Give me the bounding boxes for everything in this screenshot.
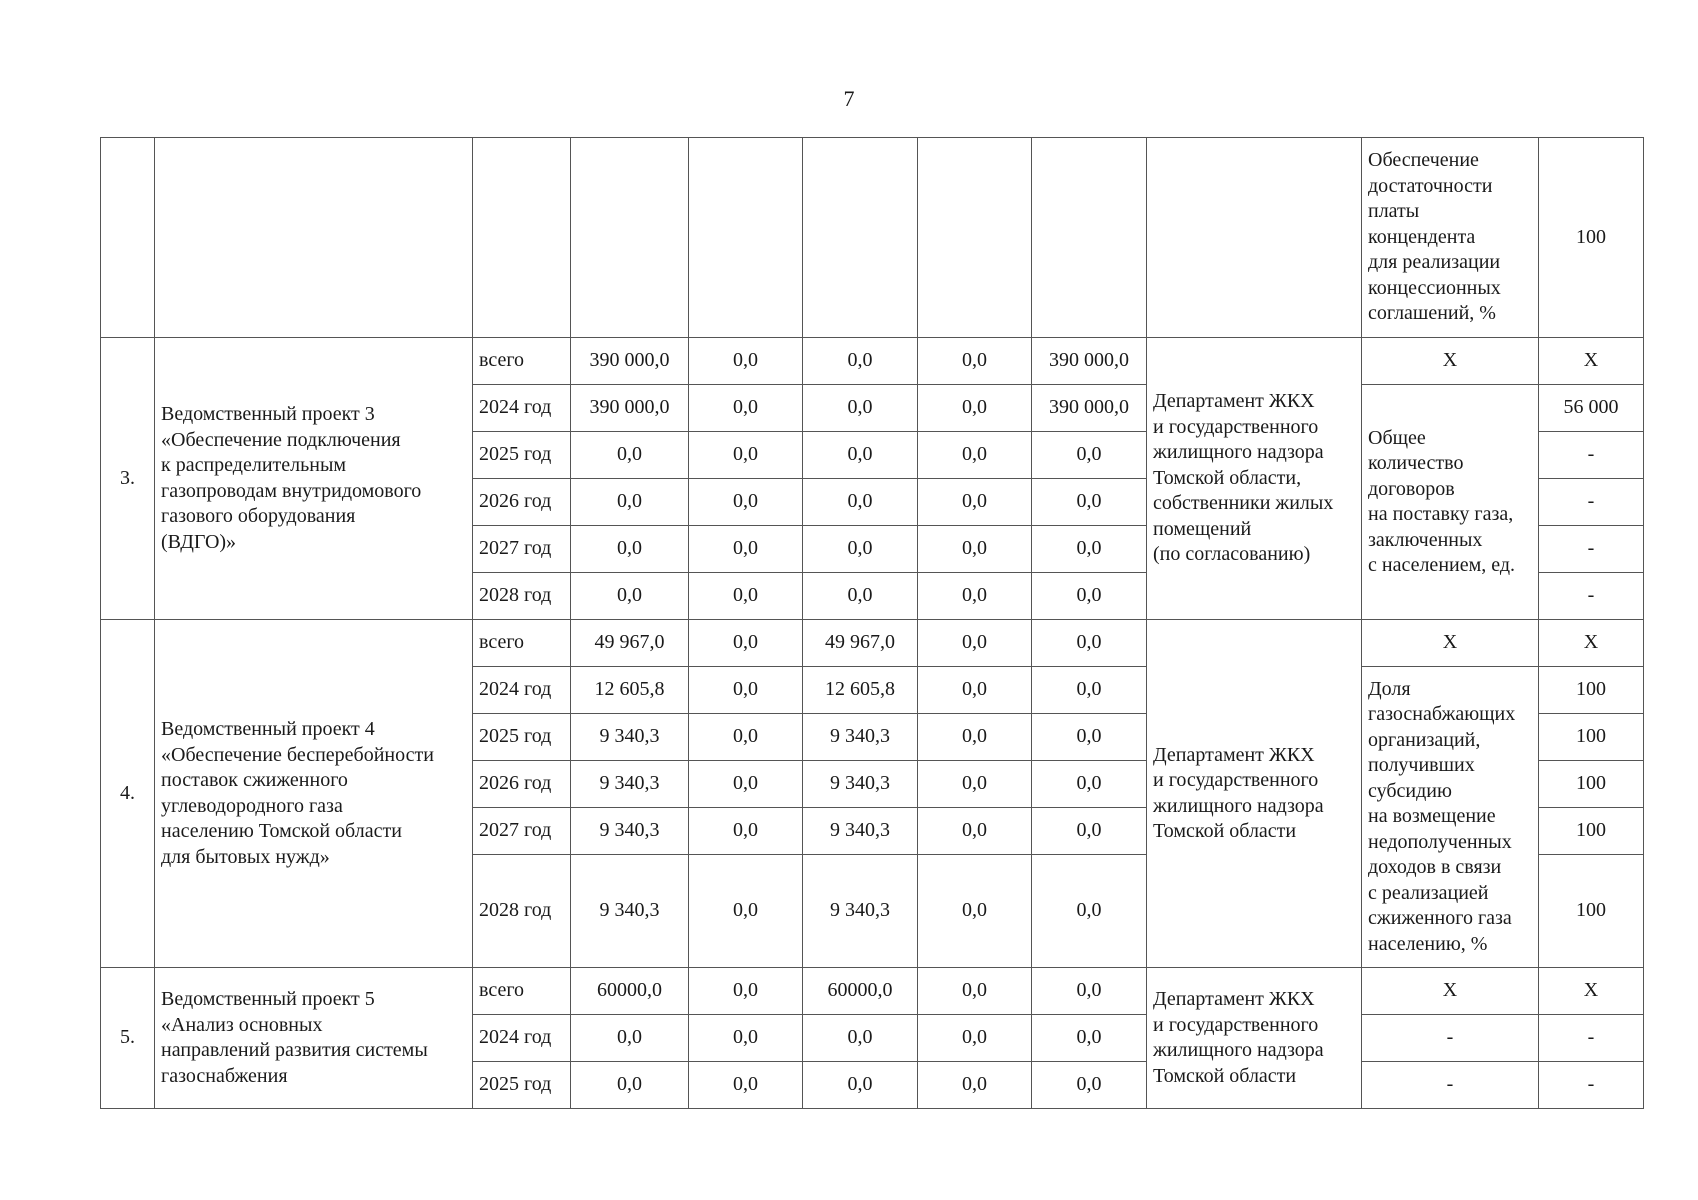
amount-cell: 9 340,3 [571, 714, 689, 761]
indicator-header: X [1362, 620, 1539, 667]
amount-cell: 0,0 [918, 808, 1032, 855]
amount-cell: 390 000,0 [571, 385, 689, 432]
year-label: всего [473, 620, 571, 667]
amount-cell: 0,0 [1032, 855, 1147, 968]
indicator-value: - [1539, 1015, 1644, 1062]
amount-cell: 9 340,3 [571, 761, 689, 808]
indicator-header-value: X [1539, 620, 1644, 667]
amount-cell: 0,0 [803, 573, 918, 620]
indicator-value: 100 [1539, 855, 1644, 968]
amount-cell: 0,0 [918, 338, 1032, 385]
amount-cell: 0,0 [1032, 479, 1147, 526]
project-name: Ведомственный проект 4 «Обеспечение бесперебойности поставок сжиженного углеводородного газа населению Томской области для бытовых нужд» [155, 620, 473, 968]
table-row [101, 968, 1644, 1015]
amount-cell: 9 340,3 [803, 761, 918, 808]
year-label: 2028 год [473, 573, 571, 620]
amount-cell: 12 605,8 [803, 667, 918, 714]
year-label: 2024 год [473, 1015, 571, 1062]
amount-cell: 0,0 [571, 526, 689, 573]
project-name: Ведомственный проект 3 «Обеспечение подключения к распределительным газопроводам внутридомового газового оборудования (ВДГО)» [155, 338, 473, 620]
amount-cell: 9 340,3 [803, 808, 918, 855]
table-row [101, 620, 1644, 667]
amount-cell: 0,0 [918, 526, 1032, 573]
page-number: 7 [843, 86, 855, 111]
cell-empty [689, 138, 803, 338]
amount-cell: 0,0 [571, 432, 689, 479]
amount-cell: 0,0 [689, 385, 803, 432]
cell-empty [101, 138, 155, 338]
amount-cell: 0,0 [803, 432, 918, 479]
cell-empty [473, 138, 571, 338]
amount-cell: 49 967,0 [803, 620, 918, 667]
amount-cell: 0,0 [689, 1015, 803, 1062]
indicator-name: Общее количество договоров на поставку газа, заключенных с населением, ед. [1362, 385, 1539, 620]
amount-cell: 0,0 [689, 432, 803, 479]
amount-cell: 0,0 [918, 1062, 1032, 1109]
amount-cell: 0,0 [918, 855, 1032, 968]
year-label: всего [473, 338, 571, 385]
amount-cell: 0,0 [1032, 714, 1147, 761]
cell-empty [918, 138, 1032, 338]
indicator-name: Доля газоснабжающих организаций, получивших субсидию на возмещение недополученных доходов в связи с реализацией сжиженного газа населению, % [1362, 667, 1539, 968]
amount-cell: 0,0 [918, 385, 1032, 432]
row-number: 3. [101, 338, 155, 620]
amount-cell: 0,0 [803, 338, 918, 385]
amount-cell: 0,0 [689, 479, 803, 526]
indicator-name: - [1362, 1062, 1539, 1109]
executor: Департамент ЖКХ и государственного жилищного надзора Томской области [1147, 968, 1362, 1109]
amount-cell: 9 340,3 [803, 714, 918, 761]
amount-cell: 0,0 [803, 1015, 918, 1062]
year-label: 2025 год [473, 1062, 571, 1109]
row-number: 4. [101, 620, 155, 968]
indicator-value: - [1539, 479, 1644, 526]
indicator-value: 100 [1539, 138, 1644, 338]
amount-cell: 0,0 [803, 526, 918, 573]
amount-cell: 0,0 [803, 479, 918, 526]
amount-cell: 0,0 [918, 432, 1032, 479]
amount-cell: 0,0 [571, 573, 689, 620]
amount-cell: 0,0 [689, 667, 803, 714]
amount-cell: 0,0 [1032, 808, 1147, 855]
cell-empty [1147, 138, 1362, 338]
table-row [101, 338, 1644, 385]
amount-cell: 0,0 [1032, 432, 1147, 479]
amount-cell: 0,0 [803, 385, 918, 432]
table-body [101, 138, 1644, 1109]
year-label: 2025 год [473, 714, 571, 761]
indicator-value: - [1539, 526, 1644, 573]
indicator-value: 100 [1539, 667, 1644, 714]
indicator-header-value: X [1539, 968, 1644, 1015]
amount-cell: 9 340,3 [571, 808, 689, 855]
indicator-value: - [1539, 1062, 1644, 1109]
amount-cell: 390 000,0 [1032, 385, 1147, 432]
amount-cell: 0,0 [918, 761, 1032, 808]
indicator-value: 100 [1539, 808, 1644, 855]
year-label: 2026 год [473, 479, 571, 526]
amount-cell: 0,0 [571, 479, 689, 526]
amount-cell: 0,0 [918, 479, 1032, 526]
year-label: всего [473, 968, 571, 1015]
cell-empty [571, 138, 689, 338]
indicator-value: 56 000 [1539, 385, 1644, 432]
indicator-value: - [1539, 432, 1644, 479]
amount-cell: 0,0 [689, 338, 803, 385]
year-label: 2024 год [473, 385, 571, 432]
amount-cell: 0,0 [689, 855, 803, 968]
amount-cell: 390 000,0 [1032, 338, 1147, 385]
year-label: 2024 год [473, 667, 571, 714]
project-name: Ведомственный проект 5 «Анализ основных направлений развития системы газоснабжения [155, 968, 473, 1109]
year-label: 2026 год [473, 761, 571, 808]
amount-cell: 0,0 [1032, 1062, 1147, 1109]
amount-cell: 0,0 [689, 714, 803, 761]
cell-empty [803, 138, 918, 338]
amount-cell: 0,0 [689, 968, 803, 1015]
amount-cell: 60000,0 [571, 968, 689, 1015]
indicator-value: 100 [1539, 714, 1644, 761]
indicator-header: X [1362, 338, 1539, 385]
year-label: 2025 год [473, 432, 571, 479]
year-label: 2028 год [473, 855, 571, 968]
amount-cell: 0,0 [1032, 526, 1147, 573]
indicator-name: - [1362, 1015, 1539, 1062]
amount-cell: 0,0 [1032, 573, 1147, 620]
indicator-name: Обеспечение достаточности платы концендента для реализации концессионных соглашений, % [1362, 138, 1539, 338]
amount-cell: 0,0 [1032, 761, 1147, 808]
executor: Департамент ЖКХ и государственного жилищного надзора Томской области [1147, 620, 1362, 968]
indicator-header-value: X [1539, 338, 1644, 385]
year-label: 2027 год [473, 808, 571, 855]
amount-cell: 0,0 [1032, 620, 1147, 667]
amount-cell: 0,0 [1032, 667, 1147, 714]
indicator-value: - [1539, 573, 1644, 620]
row-number: 5. [101, 968, 155, 1109]
amount-cell: 0,0 [689, 808, 803, 855]
amount-cell: 0,0 [918, 573, 1032, 620]
amount-cell: 0,0 [689, 1062, 803, 1109]
amount-cell: 390 000,0 [571, 338, 689, 385]
cell-empty [155, 138, 473, 338]
amount-cell: 9 340,3 [803, 855, 918, 968]
amount-cell: 0,0 [571, 1015, 689, 1062]
amount-cell: 0,0 [689, 761, 803, 808]
amount-cell: 0,0 [803, 1062, 918, 1109]
cell-empty [1032, 138, 1147, 338]
amount-cell: 0,0 [1032, 1015, 1147, 1062]
amount-cell: 0,0 [689, 620, 803, 667]
amount-cell: 0,0 [918, 1015, 1032, 1062]
amount-cell: 0,0 [918, 620, 1032, 667]
amount-cell: 0,0 [918, 968, 1032, 1015]
amount-cell: 9 340,3 [571, 855, 689, 968]
table-row-continuation [101, 138, 1644, 338]
amount-cell: 0,0 [918, 667, 1032, 714]
indicator-header: X [1362, 968, 1539, 1015]
amount-cell: 49 967,0 [571, 620, 689, 667]
amount-cell: 60000,0 [803, 968, 918, 1015]
amount-cell: 0,0 [1032, 968, 1147, 1015]
executor: Департамент ЖКХ и государственного жилищного надзора Томской области, собственники жилых помещений (по согласованию) [1147, 338, 1362, 620]
amount-cell: 0,0 [689, 573, 803, 620]
indicator-value: 100 [1539, 761, 1644, 808]
amount-cell: 12 605,8 [571, 667, 689, 714]
budget-table [100, 137, 1644, 1109]
amount-cell: 0,0 [918, 714, 1032, 761]
year-label: 2027 год [473, 526, 571, 573]
amount-cell: 0,0 [571, 1062, 689, 1109]
amount-cell: 0,0 [689, 526, 803, 573]
